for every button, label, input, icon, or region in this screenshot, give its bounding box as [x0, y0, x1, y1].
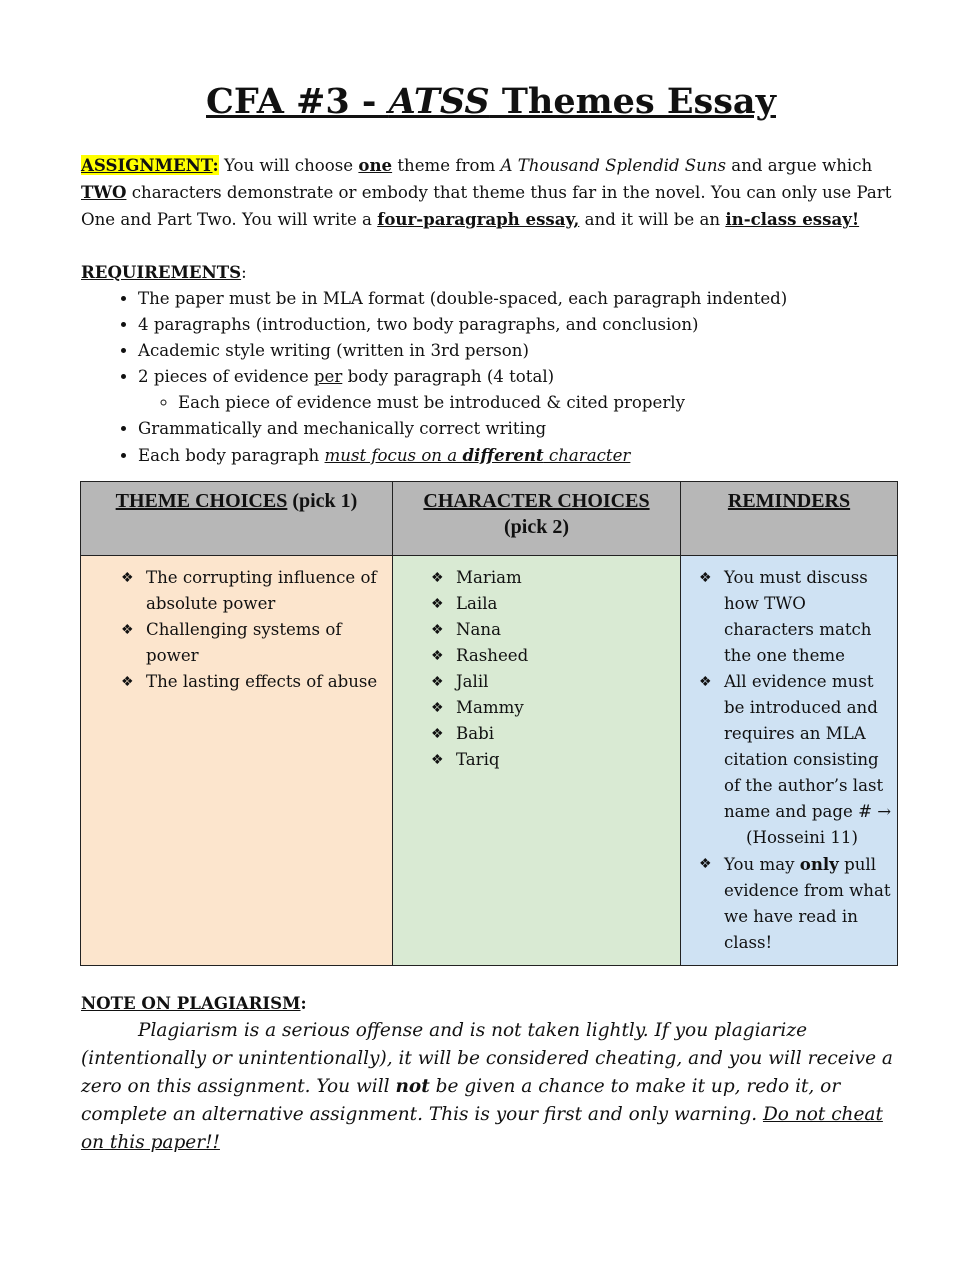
plagiarism-label: NOTE ON PLAGIARISM [81, 993, 301, 1013]
character-item: ❖ Laila [431, 591, 679, 617]
assignment-label: ASSIGNMENT [81, 155, 213, 175]
text: 2 pieces of evidence [138, 367, 314, 386]
citation-example: (Hosseini 11) [746, 828, 858, 847]
text: Plagiarism is a serious offense and is not taken lightly. If you plagiarize (intentionally or unintentionally), it will be considered cheating, and you will receive a zero on this assignment. You will [81, 1020, 893, 1097]
text: and it will be an [579, 210, 726, 229]
reminder-item: ❖ You must discuss how TWO characters match the one theme [699, 565, 896, 669]
character-item: ❖ Mariam [431, 565, 679, 591]
reminder-item [699, 851, 896, 956]
text: theme from [392, 156, 501, 175]
header-text: THEME CHOICES [115, 490, 288, 512]
text: You may [724, 855, 800, 874]
header-text: (pick 1) [287, 490, 358, 512]
title-prefix: CFA #3 - [206, 81, 389, 122]
reminder-item [699, 669, 896, 851]
requirements-section [81, 259, 901, 469]
emphasis: one [358, 155, 393, 175]
text: be given a chance to make it up, redo it, or complete an alternative assignment. This is your first and only warning. [81, 1076, 841, 1125]
text: Each body paragraph [138, 446, 325, 465]
sub-list-item: ◦ Each piece of evidence must be introduced & cited properly [178, 390, 901, 416]
emphasis: per [313, 367, 343, 386]
emphasis: in-class essay! [725, 209, 860, 229]
list-item: • Academic style writing (written in 3rd person) [138, 338, 901, 364]
list-item: • 4 paragraphs (introduction, two body paragraphs, and conclusion) [138, 312, 901, 338]
theme-item: ❖ The corrupting influence of absolute power [121, 565, 391, 617]
header-character [393, 482, 681, 556]
list-item: • The paper must be in MLA format (double-spaced, each paragraph indented) [138, 286, 901, 312]
theme-cell [81, 556, 393, 966]
character-item: ❖ Tariq [431, 747, 679, 773]
reminders-cell [681, 556, 898, 966]
list-item [138, 442, 901, 469]
colon: : [212, 155, 219, 175]
text: All evidence must be introduced and requires an MLA citation consisting of the author’s last name and page # → [724, 672, 892, 821]
choices-table [80, 481, 898, 966]
emphasis: four-paragraph essay, [377, 209, 580, 229]
character-item: ❖ Rasheed [431, 643, 679, 669]
emphasis: TWO [81, 182, 127, 202]
text: You will choose [218, 156, 359, 175]
header-text: REMINDERS [727, 490, 851, 512]
text: characters demonstrate or embody that theme thus far in the novel. You can only use Part One and Part Two. You will write a [81, 183, 892, 229]
character-item: ❖ Nana [431, 617, 679, 643]
theme-item: ❖ Challenging systems of power [121, 617, 391, 669]
title-book: ATSS [388, 81, 490, 122]
emphasis: not [395, 1076, 430, 1097]
list-item: • Grammatically and mechanically correct writing [138, 416, 901, 442]
emphasis: character [543, 446, 631, 465]
page-title [81, 80, 901, 124]
emphasis: only [799, 854, 839, 874]
header-reminders [681, 482, 898, 556]
header-text: (pick 2) [504, 516, 569, 538]
text: and argue which [726, 156, 873, 175]
text: body paragraph (4 total) [342, 367, 555, 386]
character-item: ❖ Mammy [431, 695, 679, 721]
requirements-label: REQUIREMENTS [81, 262, 242, 282]
header-text: CHARACTER CHOICES [423, 490, 650, 512]
emphasis: Do not cheat on this paper!! [81, 1104, 883, 1153]
character-item: ❖ Jalil [431, 669, 679, 695]
character-item: ❖ Babi [431, 721, 679, 747]
plagiarism-paragraph [81, 1017, 901, 1157]
text: pull evidence from what we have read in class! [724, 855, 891, 952]
requirements-list [81, 286, 901, 469]
book-title: A Thousand Splendid Suns [500, 156, 727, 175]
emphasis: must focus on a [324, 446, 463, 465]
theme-item: ❖ The lasting effects of abuse [121, 669, 391, 695]
character-cell [393, 556, 681, 966]
emphasis: different [462, 445, 544, 465]
colon: : [300, 993, 307, 1013]
assignment-paragraph [81, 152, 901, 233]
list-item [138, 364, 901, 416]
title-suffix: Themes Essay [489, 81, 776, 122]
plagiarism-section [81, 990, 901, 1157]
header-theme [81, 482, 393, 556]
colon: : [241, 263, 247, 282]
